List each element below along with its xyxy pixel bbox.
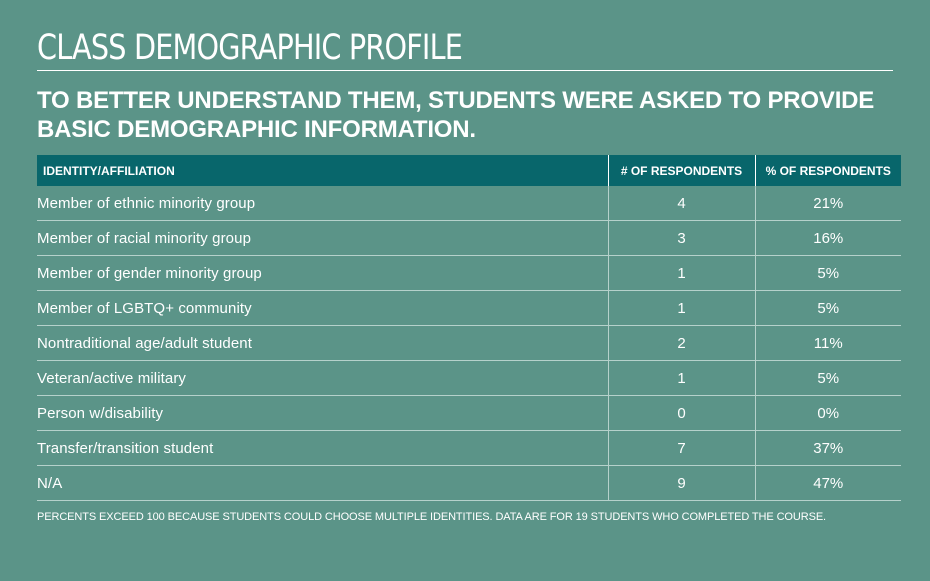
row-count: 4	[608, 186, 755, 221]
row-count: 3	[608, 221, 755, 256]
table-row	[37, 431, 901, 466]
row-percent: 37%	[755, 431, 901, 466]
row-label: N/A	[37, 466, 608, 501]
row-percent: 5%	[755, 256, 901, 291]
row-percent: 21%	[755, 186, 901, 221]
row-percent: 11%	[755, 326, 901, 361]
demographic-table	[37, 155, 901, 501]
row-label: Member of gender minority group	[37, 256, 608, 291]
subtitle: TO BETTER UNDERSTAND THEM, STUDENTS WERE ASKED TO PROVIDE BASIC DEMOGRAPHIC INFORMATION.	[37, 87, 875, 143]
row-percent: 5%	[755, 291, 901, 326]
row-percent: 47%	[755, 466, 901, 501]
row-count: 7	[608, 431, 755, 466]
row-percent: 0%	[755, 396, 901, 431]
row-count: 9	[608, 466, 755, 501]
row-percent: 5%	[755, 361, 901, 396]
table-row	[37, 291, 901, 326]
row-percent: 16%	[755, 221, 901, 256]
row-count: 1	[608, 361, 755, 396]
header-identity: IDENTITY/AFFILIATION	[37, 155, 608, 186]
table-row	[37, 466, 901, 501]
row-count: 0	[608, 396, 755, 431]
header-row	[37, 155, 901, 186]
row-label: Member of LGBTQ+ community	[37, 291, 608, 326]
row-label: Transfer/transition student	[37, 431, 608, 466]
table-body	[37, 186, 901, 501]
row-label: Person w/disability	[37, 396, 608, 431]
footnote: PERCENTS EXCEED 100 BECAUSE STUDENTS COULD CHOOSE MULTIPLE IDENTITIES. DATA ARE FOR 19 STUDENTS WHO COMPLETED THE COURSE.	[37, 511, 827, 523]
table-row	[37, 326, 901, 361]
table-row	[37, 396, 901, 431]
row-count: 1	[608, 256, 755, 291]
row-label: Nontraditional age/adult student	[37, 326, 608, 361]
header-respondents-count: # OF RESPONDENTS	[608, 155, 755, 186]
page-title: CLASS DEMOGRAPHIC PROFILE	[37, 28, 463, 68]
table-header	[37, 155, 901, 186]
row-count: 2	[608, 326, 755, 361]
demographic-table-container	[37, 155, 901, 501]
table-row	[37, 186, 901, 221]
table-row	[37, 361, 901, 396]
row-label: Member of racial minority group	[37, 221, 608, 256]
header-respondents-percent: % OF RESPONDENTS	[755, 155, 901, 186]
table-row	[37, 256, 901, 291]
row-count: 1	[608, 291, 755, 326]
title-divider	[37, 70, 893, 71]
row-label: Member of ethnic minority group	[37, 186, 608, 221]
table-row	[37, 221, 901, 256]
row-label: Veteran/active military	[37, 361, 608, 396]
